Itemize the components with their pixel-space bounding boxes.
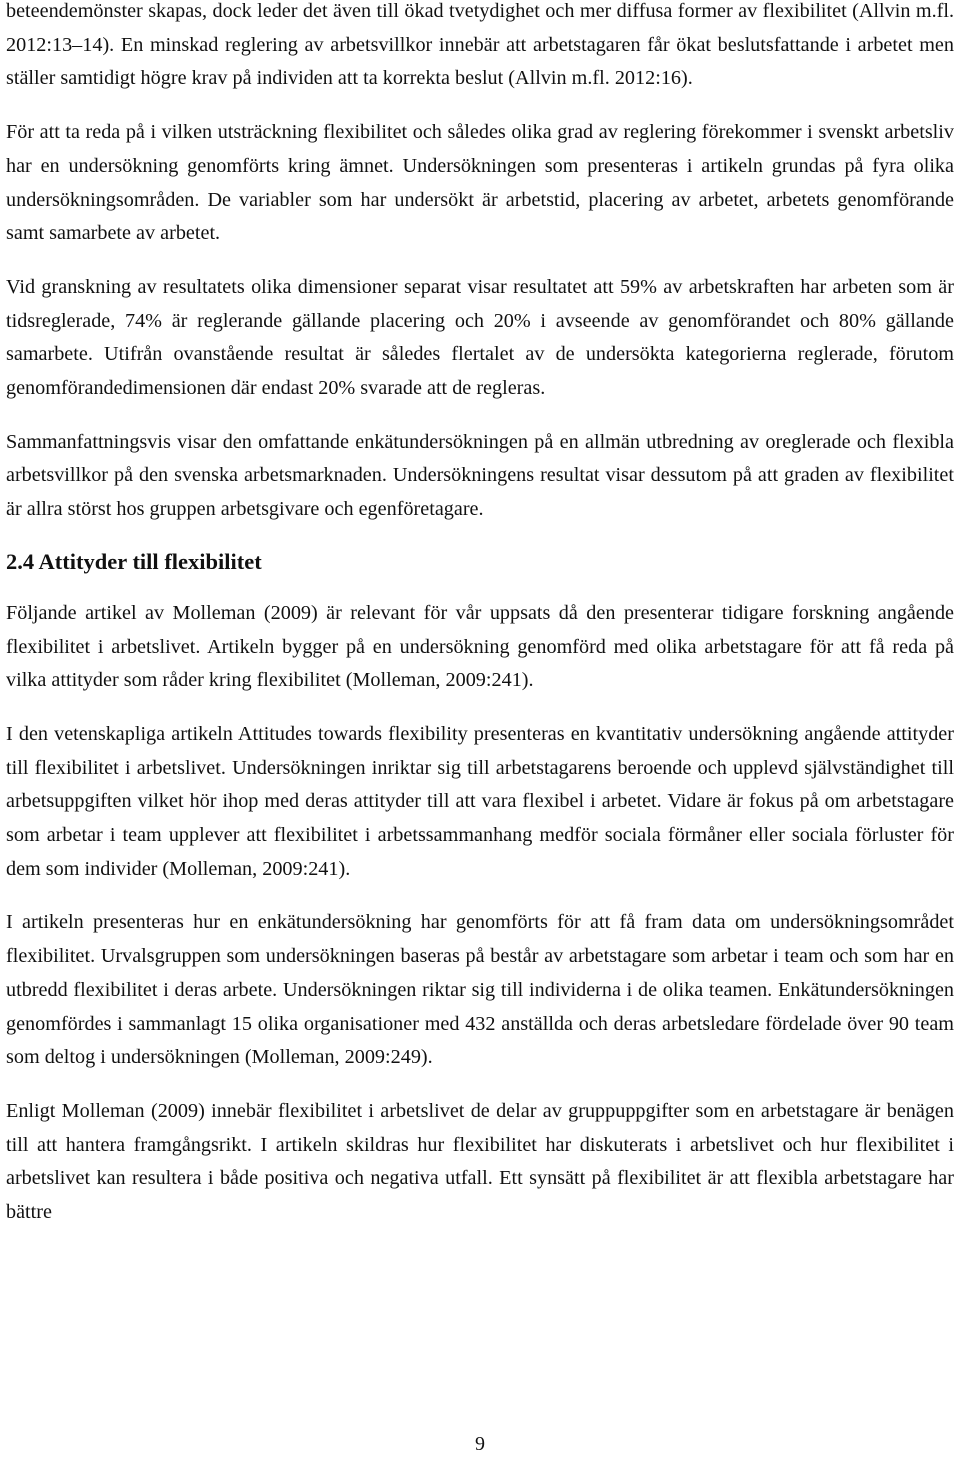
paragraph-molleman-definition: Enligt Molleman (2009) innebär flexibilitet i arbetslivet de delar av gruppuppgifter som en arbetstagare är benägen till att hantera framgångsrikt. I artikeln skildras hur flexibilitet har diskuterats i arbetslivet och hur flexibilitet i arbetslivet kan resultera i både positiva och negativa utfall. Ett synsätt på flexibilitet är att flexibla arbetstagare har bättre <box>6 1099 954 1224</box>
paragraph-allvin-regulation: beteendemönster skapas, dock leder det även till ökad tvetydighet och mer diffusa former av flexibilitet (Allvin m.fl. 2012:13–14). En minskad reglering av arbetsvillkor innebär att arbetstagaren får ökat beslutsfattande i arbetet men ställer samtidigt högre krav på individen att ta korrekta beslut (Allvin m.fl. 2012:16). <box>6 0 954 90</box>
page-number: 9 <box>475 1433 485 1455</box>
paragraph-summary: Sammanfattningsvis visar den omfattande enkätundersökningen på en allmän utbredning av oreglerade och flexibla arbetsvillkor på den svenska arbetsmarknaden. Undersökningens resultat visar dessutom på att graden av flexibilitet är allra störst hos gruppen arbetsgivare och egenföretagare. <box>6 430 954 521</box>
paragraph-survey-results: Vid granskning av resultatets olika dimensioner separat visar resultatet att 59% av arbetskraften har arbeten som är tidsreglerade, 74% är reglerande gällande placering och 20% i avseende av genomförandet och 80% gällande samarbete. Utifrån ovanstående resultat är således flertalet av de undersökta kategorierna reglerade, förutom genomförandedimensionen där endast 20% svarade att de regleras. <box>6 275 954 400</box>
paragraph-survey-intro: För att ta reda på i vilken utsträckning flexibilitet och således olika grad av reglering förekommer i svenskt arbetsliv har en undersökning genomförts kring ämnet. Undersökningen som presenteras i artikeln grundas på fyra olika undersökningsområden. De variabler som har undersökt är arbetstid, placering av arbetet, arbetets genomförande samt samarbete av arbetet. <box>6 121 954 245</box>
paragraph-survey-method: I artikeln presenteras hur en enkätundersökning har genomförts för att få fram data om undersökningsområdet flexibilitet. Urvalsgruppen som undersökningen baseras på består av arbetstagare som arbetar i team och som har en utbredd flexibilitet i deras arbete. Undersökningen riktar sig till individerna i de olika teamen. Enkätundersökningen genomfördes i sammanlagt 15 olika organisationer med 432 anställda och deras arbetsledare fördelade över 90 team som deltog i undersökningen (Molleman, 2009:249). <box>6 911 954 1069</box>
paragraph-molleman-intro: Följande artikel av Molleman (2009) är relevant för vår uppsats då den presenterar tidigare forskning angående flexibilitet i arbetslivet. Artikeln bygger på en undersökning genomförd med olika arbetstagare för att få reda på vilka attityder som råder kring flexibilitet (Molleman, 2009:241). <box>6 601 954 692</box>
section-heading: 2.4 Attityder till flexibilitet <box>6 548 262 574</box>
paragraph-attitudes-article: I den vetenskapliga artikeln Attitudes towards flexibility presenteras en kvantitativ undersökning angående attityder till flexibilitet i arbetslivet. Undersökningen inriktar sig till arbetstagarens beroende och upplevd självständighet till arbetsuppgiften vilket hör ihop med deras attityder till att vara flexibel i arbetet. Vidare är fokus på om arbetstagare som arbetar i team upplever att flexibilitet i arbetssammanhang medför sociala förmåner eller sociala förluster för dem som individer (Molleman, 2009:241). <box>6 722 954 880</box>
